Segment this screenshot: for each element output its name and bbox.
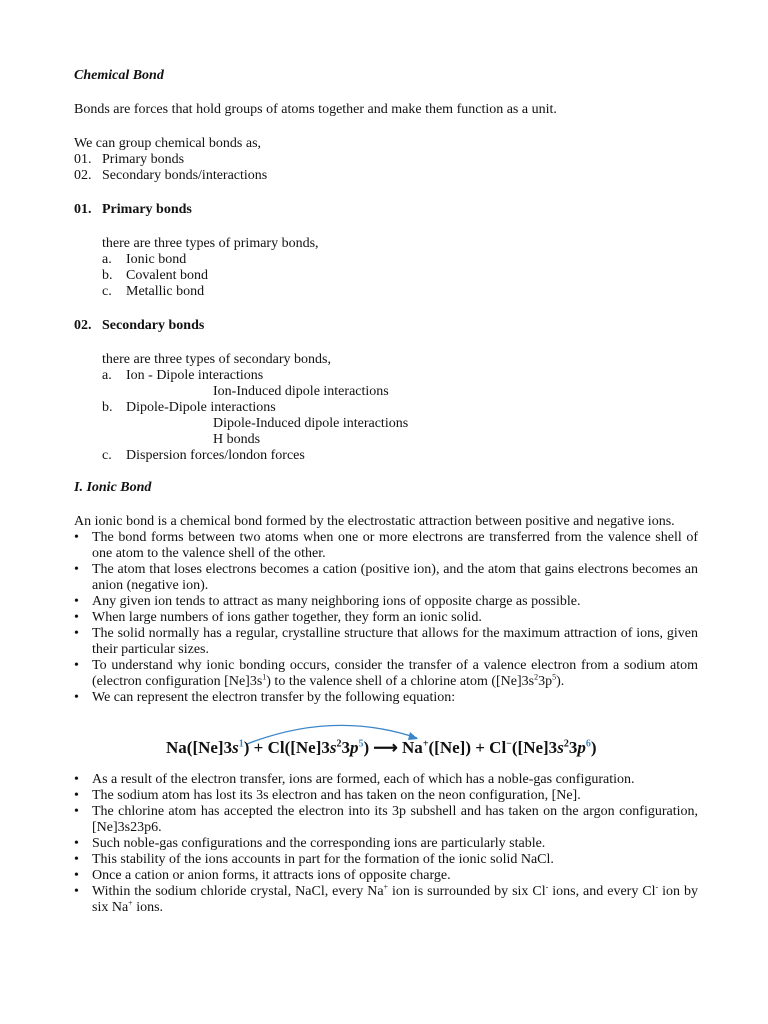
list-item: • This stability of the ions accounts in part for the formation of the ionic solid NaCl. [74,852,698,868]
equation-part: p [350,738,359,757]
primary-item [102,252,698,268]
equation-part: s [557,738,564,757]
list-item: • The bond forms between two atoms when one or more electrons are transferred from the valence shell of one atom to the valence shell of the other. [74,530,698,562]
equation-part: Na([Ne]3 [166,738,233,757]
secondary-item [102,448,698,464]
primary-item-letter: c. [102,284,112,299]
primary-item [102,268,698,284]
text-run: ). [556,674,565,689]
group-item-number: 01. [74,152,92,167]
equation-superscript: + [422,738,429,750]
text-run: ion is surrounded by six Cl [388,884,546,899]
document-content [74,68,698,916]
primary-heading-number: 01. [74,202,92,217]
equation-part: ) [590,738,597,757]
equation-part: ([Ne]3 [511,738,558,757]
secondary-item-letter: b. [102,400,113,415]
equation-text [166,740,596,756]
secondary-item-letter: a. [102,368,112,383]
text-run: ) to the valence shell of a chlorine atom ([Ne]3s [266,674,535,689]
equation-part: p [577,738,586,757]
equation-part: 3 [341,738,350,757]
secondary-heading-number: 02. [74,318,92,333]
primary-heading-text: Primary bonds [102,202,192,217]
group-item-text: Primary bonds [102,152,185,167]
primary-item-letter: b. [102,268,113,283]
ion-formation-list [74,772,698,916]
text-run: ions, and every Cl [548,884,656,899]
list-item: • Once a cation or anion forms, it attracts ions of opposite charge. [74,868,698,884]
text-run: ion by six Na [92,884,699,915]
superscript: 2 [534,672,539,682]
secondary-item-text: Ion - Dipole interactions [126,368,264,383]
group-item [74,152,698,168]
primary-bonds-heading [74,202,698,218]
list-item: • Such noble-gas configurations and the corresponding ions are particularly stable. [74,836,698,852]
secondary-item [102,368,698,384]
list-item: • The chlorine atom has accepted the electron into its 3p subshell and has taken on the argon configuration, [Ne]3s23p6. [74,804,698,836]
list-item: • When large numbers of ions gather together, they form an ionic solid. [74,610,698,626]
secondary-subitem: Ion-Induced dipole interactions [213,384,389,399]
secondary-item-letter: c. [102,448,112,463]
equation-superscript: 5 [358,738,364,750]
list-item: • The solid normally has a regular, crystalline structure that allows for the maximum attraction of ions, given their particular sizes. [74,626,698,658]
primary-item-text: Covalent bond [126,268,209,283]
superscript: 1 [262,672,267,682]
superscript: - [655,882,659,892]
list-item [74,884,698,916]
text-run: 3p [538,674,553,689]
text-run: ions. [132,900,164,915]
list-item: • The atom that loses electrons becomes a cation (positive ion), and the atom that gains electrons becomes an anion (negative ion). [74,562,698,594]
secondary-intro: there are three types of secondary bonds, [102,352,331,367]
list-item: • Any given ion tends to attract as many neighboring ions of opposite charge as possible. [74,594,698,610]
equation-part: s [329,738,337,757]
group-intro: We can group chemical bonds as, [74,136,262,151]
ionic-definition: An ionic bond is a chemical bond formed by the electrostatic attraction between positive and negative ions. [74,514,675,529]
group-item [74,168,698,184]
electron-transfer-list [74,658,698,706]
equation-superscript: − [506,738,512,750]
secondary-subitem: Dipole-Induced dipole interactions [213,416,409,431]
group-item-number: 02. [74,168,92,183]
equation-part: 3 [568,738,578,757]
primary-intro: there are three types of primary bonds, [102,236,319,251]
text-run: Within the sodium chloride crystal, NaCl, every Na [92,884,384,899]
superscript: 5 [552,672,557,682]
text-run: To understand why ionic bonding occurs, consider the transfer of a valence electron from a sodium atom (electron configuration [Ne]3s [92,658,698,689]
primary-item [102,284,698,300]
electron-transfer-equation [74,716,698,772]
list-item: • We can represent the electron transfer by the following equation: [74,690,698,706]
primary-item-text: Metallic bond [126,284,205,299]
primary-item-letter: a. [102,252,112,267]
list-item: • The sodium atom has lost its 3s electron and has taken on the neon configuration, [Ne]. [74,788,698,804]
ionic-bullet-list [74,530,698,658]
equation-part: ) + Cl([Ne]3 [243,738,330,757]
primary-item-text: Ionic bond [126,252,187,267]
equation-superscript: 2 [336,738,342,750]
superscript: - [545,882,549,892]
secondary-item-text: Dispersion forces/london forces [126,448,305,463]
document-title: Chemical Bond [74,68,164,83]
intro-paragraph: Bonds are forces that hold groups of atoms together and make them function as a unit. [74,102,557,117]
secondary-item-text: Dipole-Dipole interactions [126,400,276,415]
secondary-heading-text: Secondary bonds [102,318,205,333]
secondary-item [102,400,698,416]
equation-part: s [232,738,239,757]
secondary-bonds-heading [74,318,698,334]
equation-part: ) ⟶ Na [363,738,423,757]
list-item [74,658,698,690]
ionic-bond-heading: I. Ionic Bond [74,480,152,495]
equation-superscript: 1 [238,738,244,750]
equation-superscript: 6 [585,738,591,750]
secondary-subitem: H bonds [213,432,261,447]
equation-part: ([Ne]) + Cl [428,738,507,757]
equation-superscript: 2 [563,738,569,750]
list-item: • As a result of the electron transfer, ions are formed, each of which has a noble-gas configuration. [74,772,698,788]
superscript: + [383,882,389,892]
superscript: + [128,898,133,908]
group-item-text: Secondary bonds/interactions [102,168,268,183]
